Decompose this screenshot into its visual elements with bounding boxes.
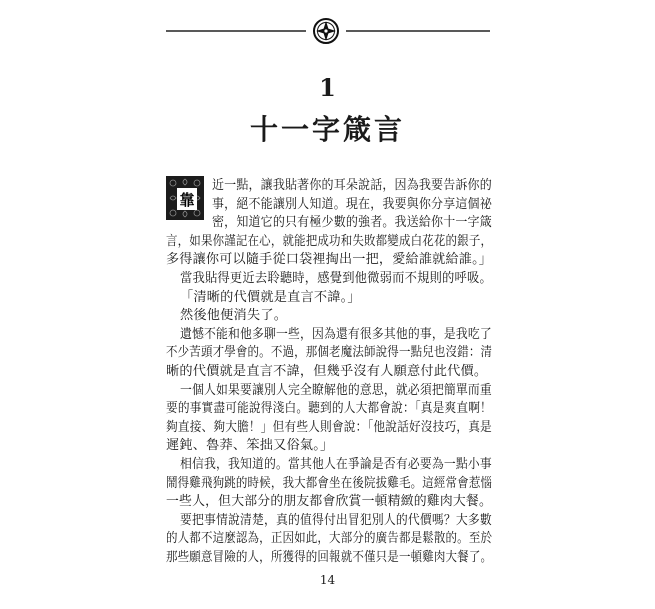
- compass-emblem-icon: [314, 19, 338, 43]
- body-line: 「清晰的代價就是直言不諱。」: [180, 289, 361, 305]
- body-line: 一些人，但大部分的朋友都會欣賞一頓精緻的雞肉大餐。: [166, 494, 492, 510]
- body-line: 事，絕不能讓別人知道。現在，我要與你分享這個祕: [212, 196, 492, 212]
- body-line: 多得讓你可以隨手從口袋裡掏出一把，愛給誰就給誰。」: [166, 252, 493, 268]
- body-line: 那些願意冒險的人，所獲得的回報就不僅只是一頓雞肉大餐了。: [166, 550, 493, 565]
- body-line: 遺憾不能和他多聊一些，因為還有很多其他的事，是我吃了: [180, 326, 492, 342]
- body-line: 鬧得雞飛狗跳的時候，我大都會坐在後院拔雞毛。這經常會惹惱: [166, 475, 493, 491]
- body-line: 要把事情說清楚，真的值得付出冒犯別人的代價嗎？大多數: [180, 512, 492, 528]
- header-ornament: [0, 16, 655, 46]
- body-line: 夠直接、夠大膽！」但有些人則會說：「他說話好沒技巧，真是: [166, 419, 492, 435]
- body-line: 當我貼得更近去聆聽時，感覺到他微弱而不規則的呼吸。: [180, 271, 492, 286]
- body-line: 近一點，讓我貼著你的耳朵說話，因為我要告訴你的: [212, 178, 492, 193]
- body-line: 言，如果你謹記在心，就能把成功和失敗都變成白花花的銀子，: [166, 233, 493, 249]
- body-line: 遲鈍、魯莽、笨拙又俗氣。」: [166, 438, 334, 454]
- body-line: 晰的代價就是直言不諱，但幾乎沒有人願意付此代價。: [166, 364, 488, 379]
- body-line: 要的事實盡可能說得淺白。聽到的人大都會說：「真是爽直啊！: [166, 401, 492, 417]
- body-line: 相信我，我知道的。當其他人在爭論是否有必要為一點小事: [180, 457, 492, 472]
- body-line: 密，知道它的只有極少數的強者。我送給你十一字箴: [212, 215, 492, 231]
- page-number: 14: [319, 572, 336, 587]
- body-line: 不少苦頭才學會的。不過，那個老魔法師說得一點兒也沒錯：清: [166, 345, 493, 361]
- body-line: 一個人如果要讓別人完全瞭解他的意思，就必須把簡單而重: [180, 382, 492, 398]
- chapter-number: 1: [319, 73, 336, 102]
- body-line: 的人都不這麼認為，正因如此，大部分的廣告都是鬆散的。至於: [166, 531, 493, 547]
- drop-cap: [166, 176, 204, 220]
- drop-cap-character: 靠: [177, 188, 197, 210]
- chapter-title: 十一字箴言: [249, 113, 405, 146]
- body-line: 然後他便消失了。: [180, 308, 288, 324]
